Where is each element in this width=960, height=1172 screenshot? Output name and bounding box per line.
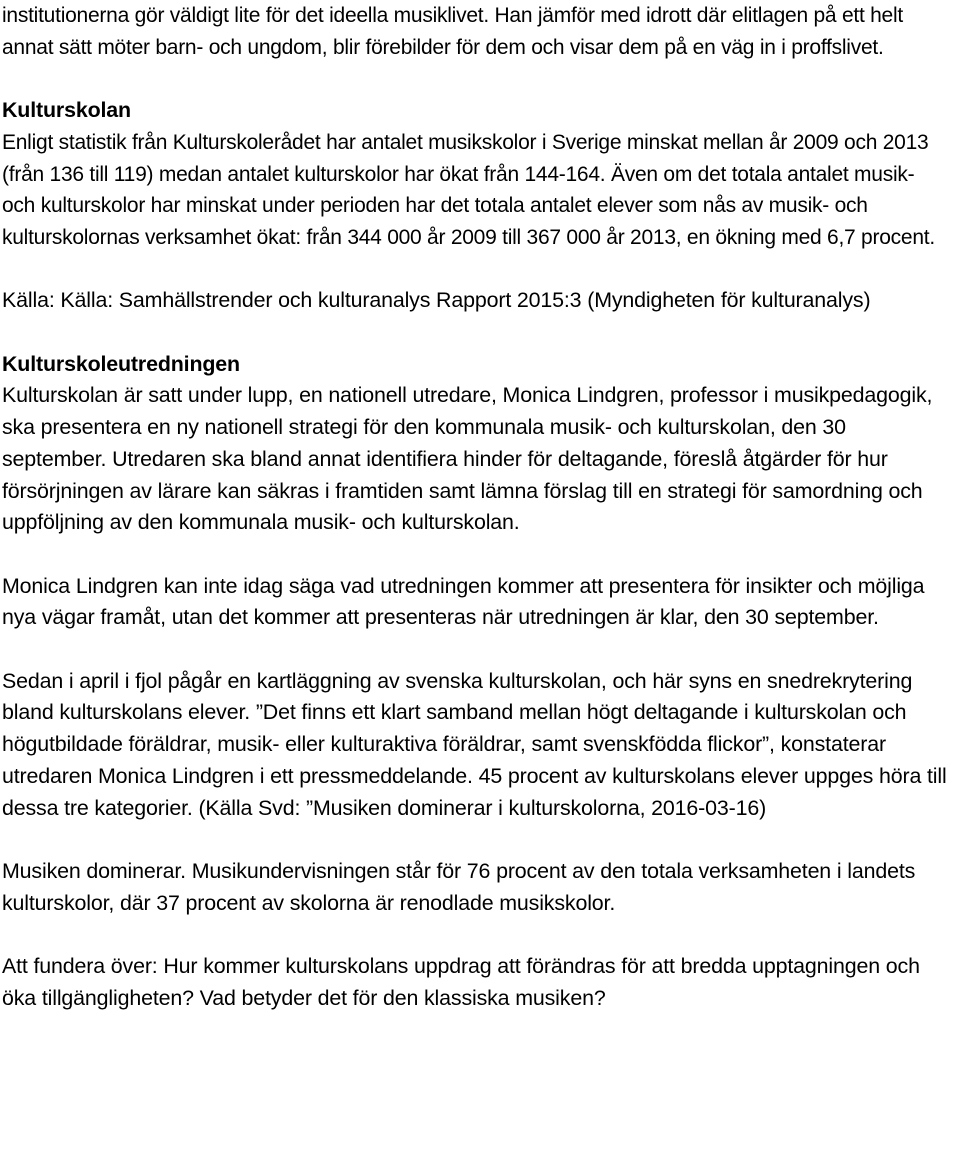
spacer [2, 539, 952, 571]
reflection-paragraph: Att fundera över: Hur kommer kulturskolans uppdrag att förändras för att bredda upptagningen och öka tillgängligheten? Vad betyder det för den klassiska musiken? [2, 953, 920, 1010]
spacer [2, 634, 952, 666]
section-kulturskoleutredningen [2, 349, 952, 539]
spacer [2, 254, 952, 286]
intro-block [2, 0, 952, 63]
lindgren-paragraph: Monica Lindgren kan inte idag säga vad utredningen kommer att presentera för insikter och möjliga nya vägar framåt, utan det kommer att presenteras när utredningen är klar, den 30 september. [2, 573, 925, 630]
music-dominates-paragraph: Musiken dominerar. Musikundervisningen står för 76 procent av den totala verksamheten i landets kulturskolor, där 37 procent av skolorna är renodlade musikskolor. [2, 858, 916, 915]
spacer [2, 824, 952, 856]
inquiry-paragraph: Kulturskolan är satt under lupp, en nationell utredare, Monica Lindgren, professor i musikpedagogik, ska presentera en ny nationell strategi för den kommunala musik- och kulturskolan, den 30 september. Utredaren ska bland annat identifiera hinder för deltagande, föreslå åtgärder för hur försörjningen av lärare kan säkras i framtiden samt lämna förslag till en strategi för samordning och uppföljning av den kommunala musik- och kulturskolan. [2, 383, 933, 535]
source-citation: Källa: Källa: Samhällstrender och kulturanalys Rapport 2015:3 (Myndigheten för kulturanalys) [2, 288, 871, 313]
spacer [2, 919, 952, 951]
lindgren-block [2, 571, 952, 634]
source-block [2, 285, 952, 317]
music-dominates-block [2, 856, 952, 919]
spacer [2, 63, 952, 95]
intro-paragraph: institutionerna gör väldigt lite för det ideella musiklivet. Han jämför med idrott där elitlagen på ett helt annat sätt möter barn- och ungdom, blir förebilder för dem och visar dem på en väg in i proffslivet. [2, 4, 903, 59]
section-heading-kulturskoleutredningen: Kulturskoleutredningen [2, 351, 240, 376]
mapping-paragraph: Sedan i april i fjol pågår en kartläggning av svenska kulturskolan, och här syns en snedrekrytering bland kulturskolans elever. ”Det finns ett klart samband mellan högt deltagande i kulturskolan och högutbildade föräldrar, musik- eller kulturaktiva föräldrar, samt svenskfödda flickor”, konstaterar utredaren Monica Lindgren i ett pressmeddelande. 45 procent av kulturskolans elever uppges höra till dessa tre kategorier. (Källa Svd: ”Musiken dominerar i kulturskolorna, 2016-03-16) [2, 668, 947, 820]
spacer [2, 317, 952, 349]
statistics-paragraph: Enligt statistik från Kulturskolerådet har antalet musikskolor i Sverige minskat mellan år 2009 och 2013 (från 136 till 119) medan antalet kulturskolor har ökat från 144-164. Även om det totala antalet musik- och kulturskolor har minskat under perioden har det totala antalet elever som nås av musik- och kulturskolornas verksamhet ökat: från 344 000 år 2009 till 367 000 år 2013, en ökning med 6,7 procent. [2, 130, 935, 249]
reflection-block [2, 951, 952, 1014]
section-heading-kulturskolan: Kulturskolan [2, 98, 131, 123]
section-kulturskolan [2, 95, 952, 254]
document-page [2, 0, 952, 1014]
mapping-block [2, 666, 952, 825]
